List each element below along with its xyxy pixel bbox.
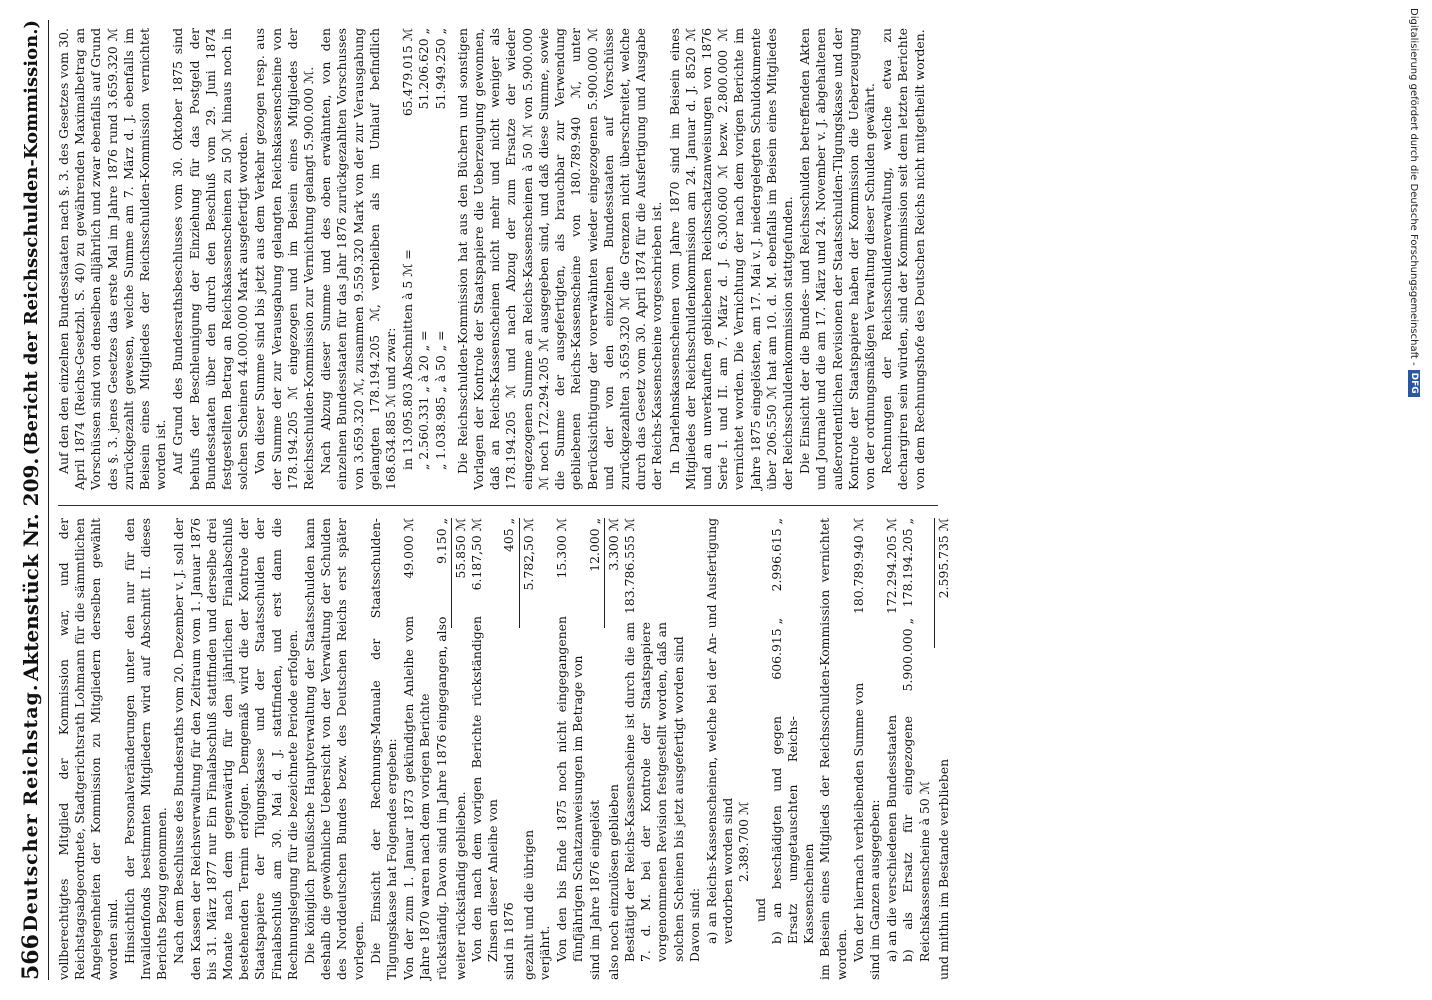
ledger-sum: 178.194.205 „: [900, 518, 916, 608]
document-number: Aktenstück Nr. 209.: [19, 457, 43, 682]
paragraph: im Beisein eines Mitglieds der Reichsschulden-Kommission vernichtet worden.: [817, 518, 849, 980]
ledger-row: [769, 518, 818, 962]
ledger-label: a) an Reichs-Kassenscheinen, welche bei der An- und Ausfertigung verdorben worden sind: [703, 518, 736, 944]
ledger-block: [704, 518, 817, 980]
ledger-sum: 2.996.615 „: [768, 518, 784, 592]
ledger-label: Von der zum 1. Januar 1873 gekündigten Anleihe vom Jahre 1870 waren nach dem vorigen Berichte: [401, 616, 433, 980]
ledger-amount: 5.782,50 ℳ: [520, 518, 536, 591]
paragraph: verjährt.: [536, 925, 552, 980]
paragraph: Die Einsicht der die Bundes- und Reichsschulden betreffenden Akten und Journale und die am 17. März und 24. November v. J. abgehaltenen außerordentlichen Revisionen der Staatsschulden-Tilgungskasse und der Kontrole der Staatspapiere haben der Kommission die Ueberzeugung von der ordnungsmäßigen Verwaltung dieser Schulden gewährt.: [797, 28, 877, 490]
ledger-label: Von der hiernach verbleibenden Summe von: [850, 682, 866, 962]
ledger-connector: und: [752, 898, 768, 922]
page-number: 566: [18, 934, 44, 980]
ledger-amount: 55.850 ℳ: [452, 518, 468, 579]
ledger-amount: 172.294.205 ℳ: [884, 518, 900, 615]
paragraph: Auf Grund des Bundesrathsbeschlusses vom 30. Oktober 1875 sind behufs der Beschleunigung der Einziehung für das Postgeld der Bundesstaaten über den durch den Beschluß vom 29. Juni 1874 festgestellten Betrag an Reichskassenscheinen zu 50 ℳ hinaus noch in solchen Scheinen 44.000.000 Mark ausgefertigt worden.: [170, 28, 251, 490]
denomination-row: [400, 28, 416, 470]
digitization-watermark: [1408, 8, 1428, 988]
paragraph: Die königlich preußische Hauptverwaltung der Staatsschulden kann deshalb die gewöhnliche Uebersicht von der Verwaltung der Schulden des Norddeutschen Bundes bezw. des Deutschen Reichs erst später vorlegen.: [302, 518, 366, 980]
ledger-amount: 9.150 „: [433, 518, 449, 564]
denomination-amount: 51.206.620 „: [416, 28, 432, 110]
paragraph: Auf den den einzelnen Bundesstaaten nach §. 3. des Gesetzes vom 30. April 1874 (Reichs-Gesetzbl. S. 40) zu gewährenden Maximalbetrag an Vorschüssen sind von denselben alljährlich und zwar ebenfalls auf Grund des §. 3. jenes Gesetzes das erste Mal im Jahre 1876 rund 3.659.320 ℳ zurückgezahlt gewesen, welche Summe am 7. März d. J. ebenfalls im Beisein eines Mitgliedes der Reichsschulden-Kommission vernichtet worden ist.: [56, 28, 169, 490]
paragraph: Nach dem Beschlusse des Bundesraths vom 20. Dezember v. J. soll der den Kassen der Reichsverwaltung für den Zeitraum vom 1. Januar 1876 bis 31. März 1877 nur Ein Finalabschluß stattfinden und derselbe drei Monate nach dem gegenwärtig für den jährlichen Finalabschluß bestehenden Termin erfolgen. Demgemäß wird die der Kontrole der Staatspapiere der Tilgungskasse und der Staatsschulden der Finalabschluß am 30. Mai d. J. stattfinden, und erst dann die Rechnungslegung für die bezeichnete Periode erfolgen.: [171, 518, 300, 980]
ledger-label: und mithin im Bestande verblieben: [935, 758, 951, 980]
ledger-amount: 5.900.000 „: [900, 618, 916, 692]
ledger-row: [521, 518, 537, 980]
denomination-amount: 51.949.250 „: [432, 28, 448, 110]
ledger-row: [884, 518, 900, 980]
ledger-label: rückständig. Davon sind im Jahre 1876 eingegangen, also: [433, 616, 449, 980]
ledger-row: [900, 518, 932, 980]
column-divider: [58, 505, 938, 506]
ledger-row: [606, 518, 622, 980]
ledger-row: [401, 518, 433, 980]
ledger-label: b) als Ersatz für eingezogene Reichskassenscheine à 50 ℳ: [900, 716, 932, 962]
ledger-label: sind in 1876: [501, 902, 517, 980]
denomination-row: [433, 28, 449, 470]
ledger-amount: 6.187,50 ℳ: [469, 518, 485, 591]
sum-rule: [934, 518, 935, 648]
watermark-text: Digitalisierung gefördert durch die Deutsche Forschungsgemeinschaft -: [1408, 8, 1420, 366]
ledger-row: [936, 518, 952, 980]
ledger-amount: 180.789.940 ℳ: [850, 518, 866, 615]
paragraph: Davon sind:: [686, 887, 702, 962]
denomination-label: „ 1.038.985 „ à 50 „ =: [432, 330, 448, 470]
paragraph: Rechnungen der Reichsschuldenverwaltung, welche etwa zu dechargiren sein würden, sind der Kommission seit dem letzten Berichte von dem Rechnungshofe des Deutschen Reichs nicht mitgetheilt worden.: [879, 28, 927, 490]
paragraph: Die Reichsschulden-Kommission hat aus den Büchern und sonstigen Vorlagen der Kontrole der Staatspapiere die Ueberzeugung gewonnen, daß an Reichs-Kassenscheinen nicht mehr und nicht weniger als 178.194.205 ℳ und nach Abzug der zum Ersatze der wieder eingezogenen Summe an Reichs-Kassenscheinen à 50 ℳ von 5.900.000 ℳ noch 172.294.205 ℳ ausgegeben sind, und daß diese Summe, sowie die Summe der ausgefertigten, als brauchbar zur Verwendung gebliebenen Reichs-Kassenscheine von 180.789.940 ℳ, unter Berücksichtigung der vorerwähnten wieder eingezogenen 5.900.000 ℳ und der von den einzelnen Bundesstaaten auf Vorschüsse zurückgezahlten 3.659.320 ℳ die Grenzen nicht überschreitet, welche durch das Gesetz vom 30. April 1874 für die Ausfertigung und Ausgabe der Reichs-Kassenscheine vorgeschrieben ist.: [454, 28, 665, 490]
denomination-row: [416, 28, 432, 470]
ledger-amount: 49.000 ℳ: [401, 518, 417, 579]
ledger-amount: 183.786.555 ℳ: [621, 518, 637, 615]
section-title: (Bericht der Reichsschulden-Kommission.): [20, 20, 42, 456]
ledger-label: sind im Jahre 1876 eingelöst: [586, 799, 602, 980]
ledger-label: Von den nach dem vorigen Berichte rückständigen Zinsen dieser Anleihe von: [469, 616, 501, 962]
ledger-amount: 3.300 ℳ: [605, 518, 621, 571]
denomination-label: in 13.095.803 Abschnitten à 5 ℳ =: [400, 249, 416, 470]
denomination-label: „ 2.560.331 „ à 20 „ =: [416, 330, 432, 470]
ledger-row: [554, 518, 586, 980]
ledger-row: [622, 518, 687, 980]
ledger-label: Bestätigt der Reichs-Kassenscheine ist durch die am 7. d. M. bei der Kontrole der Staatspapiere vorgenommenen Revision festgestellt worden, daß an solchen Scheinen bis jetzt ausgefertigt worden sind: [621, 622, 686, 962]
denomination-table: [400, 28, 449, 490]
paragraph: sind im Ganzen ausgegeben:: [866, 799, 882, 980]
ledger-row: [453, 518, 469, 980]
ledger-label: a) an die verschiedenen Bundesstaaten: [884, 714, 900, 962]
paragraph: Von dieser Summe sind bis jetzt aus dem Verkehr gezogen resp. aus der Summe der zur Verausgabung gelangten Reichskassenscheine von 178.194.205 ℳ eingezogen und im Beisein eines Mitgliedes der Reichsschulden-Kommission zur Vernichtung gelangt 5.900.000 ℳ.: [252, 28, 317, 490]
watermark-text-line: [1404, 8, 1424, 988]
denomination-amount: 65.479.015 ℳ: [400, 28, 416, 117]
dfg-logo: DFG: [1408, 370, 1420, 397]
ledger-label: weiter rückständig geblieben.: [452, 791, 468, 980]
ledger-row: [851, 518, 867, 980]
ledger-row: [434, 518, 450, 980]
paragraph: vollberechtigtes Mitglied der Kommission war, und der Reichstagsabgeordnete, Stadtgerichtsrath Lohmann für die sämmtlichen Angelegenheiten der Kommission zu Mitgliedern derselben gewählt worden sind.: [56, 518, 120, 980]
paragraph: Hinsichtlich der Personalveränderungen unter den nur für den Invalidenfonds bestimmten Mitgliedern wird auf Abschnitt II. dieses Berichts Bezug genommen.: [121, 518, 170, 980]
ledger-row: [587, 518, 603, 980]
sum-rule: [604, 518, 605, 628]
ledger-amount: 12.000 „: [586, 518, 602, 572]
sum-rule: [519, 518, 520, 628]
ledger-label: Von den bis Ende 1875 noch nicht eingegangenen fünfjährigen Schatzanweisungen im Betrage von: [554, 616, 586, 962]
paragraph: Die Einsicht der Rechnungs-Manuale der Staatsschulden-Tilgungskasse hat Folgendes ergeben:: [367, 518, 400, 980]
right-column: [56, 28, 929, 490]
page-header: [14, 20, 49, 980]
ledger-row: [501, 518, 517, 980]
ledger-label: gezahlt und die übrigen: [520, 829, 536, 980]
ledger-row: [469, 518, 501, 980]
ledger-label: also noch einzulösen geblieben: [605, 784, 621, 980]
ledger-amount: 606.915 „: [768, 618, 784, 680]
paragraph: Nach Abzug dieser Summe und des oben erwähnten, von den einzelnen Bundesstaaten für das Jahr 1876 zurückgezahlten Vorschusses von 3.659.320 ℳ, zusammen 9.559.320 Mark von der zur Verausgabung gelangten 178.194.205 ℳ, verbleiben als im Umlauf befindlich 168.634.885 ℳ und zwar:: [318, 28, 399, 490]
paragraph: In Darlehnskassenscheinen vom Jahre 1870 sind im Beisein eines Mitgliedes der Reichsschuldenkommission am 24. Januar d. J. 8520 ℳ und an unverkauften gebliebenen Reichsschatzanweisungen von 1876 Serie I. und II. am 7. März d. J. 6.300.600 ℳ bezw. 2.800.000 ℳ vernichtet worden. Die Vernichtung der nach dem vorigen Berichte im Jahre 1875 eingelösten, am 17. Mai v. J. niedergelegten Schuldokumente über 206.550 ℳ hat am 10. d. M. ebenfalls im Beisein eines Mitgliedes der Reichsschuldenkommission stattgefunden.: [666, 28, 795, 490]
ledger-amount: 15.300 ℳ: [554, 518, 570, 579]
ledger-label: b) an beschädigten und gegen Ersatz umgetauschten Reichs-Kassenscheinen: [768, 716, 817, 944]
ledger-amount: 2.389.700 ℳ: [736, 801, 752, 882]
left-column: [56, 518, 952, 980]
publication-title: Deutscher Reichstag.: [20, 683, 42, 932]
ledger-amount: 2.595.735 ℳ: [935, 518, 951, 599]
sum-rule: [451, 518, 452, 628]
ledger-amount: 405 „: [501, 518, 517, 553]
